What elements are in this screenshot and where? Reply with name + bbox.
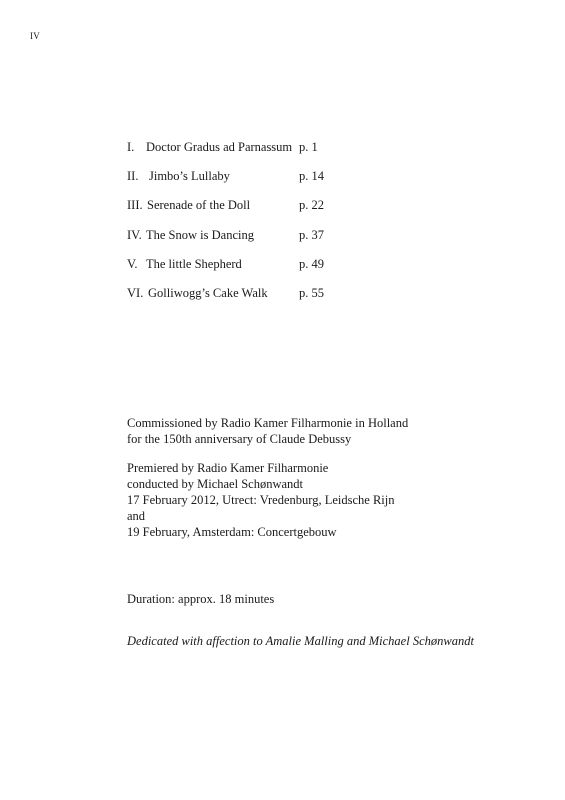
toc-number: II.	[127, 169, 139, 184]
toc-row-3	[127, 197, 387, 226]
page-number: IV	[30, 31, 40, 41]
toc-page: p. 14	[299, 169, 324, 184]
commission-note	[127, 415, 408, 447]
toc-title: The Snow is Dancing	[146, 227, 254, 242]
toc-number: IV.	[127, 227, 142, 242]
dedication-note	[127, 633, 474, 649]
toc-title: Doctor Gradus ad Parnassum	[146, 140, 293, 154]
duration-note	[127, 591, 274, 607]
toc-number: III.	[127, 198, 143, 213]
toc-row-5	[127, 256, 387, 285]
premiere-line: 19 February, Amsterdam: Concertgebouw	[127, 525, 337, 539]
toc-title: Jimbo’s Lullaby	[149, 169, 230, 184]
commission-line: Commissioned by Radio Kamer Filharmonie in Holland	[127, 416, 409, 430]
toc-title: The little Shepherd	[146, 256, 242, 271]
premiere-line: and	[127, 509, 146, 523]
toc-row-2	[127, 168, 387, 197]
toc-title: Serenade of the Doll	[147, 198, 251, 213]
duration-text: Duration: approx. 18 minutes	[127, 592, 275, 606]
toc-page: p. 49	[299, 256, 324, 271]
toc-page: p. 1	[299, 140, 318, 154]
toc-title: Golliwogg’s Cake Walk	[148, 285, 268, 300]
premiere-line: 17 February 2012, Utrect: Vredenburg, Leidsche Rijn	[127, 493, 395, 507]
toc-number: VI.	[127, 285, 144, 300]
premiere-note	[127, 460, 394, 540]
toc-row-4	[127, 227, 387, 256]
dedication-text: Dedicated with affection to Amalie Malling and Michael Schønwandt	[127, 634, 474, 648]
toc-page: p. 37	[299, 227, 324, 242]
toc-row-1	[127, 139, 387, 168]
toc-number: V.	[127, 256, 138, 271]
toc-number: I.	[127, 140, 135, 154]
premiere-line: conducted by Michael Schønwandt	[127, 477, 303, 491]
commission-line: for the 150th anniversary of Claude Debussy	[127, 432, 352, 446]
premiere-line: Premiered by Radio Kamer Filharmonie	[127, 461, 329, 475]
toc-page: p. 22	[299, 198, 324, 213]
toc-row-6	[127, 285, 387, 314]
toc-page: p. 55	[299, 285, 324, 300]
table-of-contents	[127, 139, 387, 314]
